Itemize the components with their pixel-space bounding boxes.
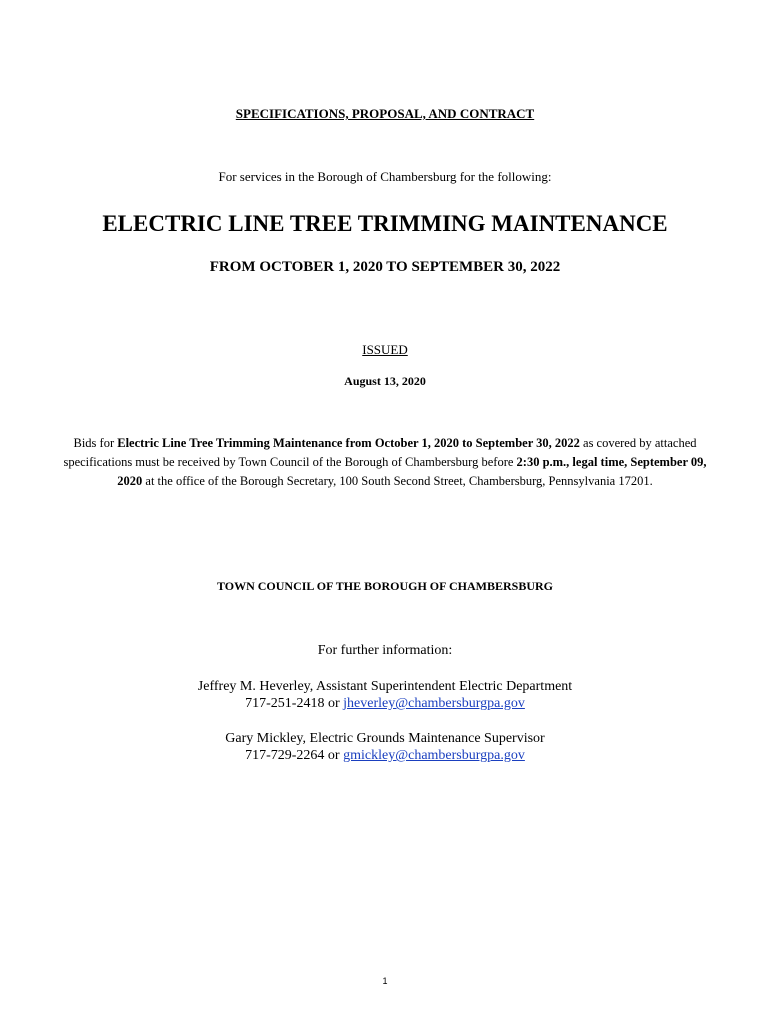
document-heading: SPECIFICATIONS, PROPOSAL, AND CONTRACT bbox=[235, 106, 535, 121]
contact-email-link[interactable]: gmickley@chambersburgpa.gov bbox=[343, 748, 525, 763]
contact-phone-line bbox=[0, 748, 770, 764]
issued-date: August 13, 2020 bbox=[344, 374, 426, 388]
bid-notice-text: at the office of the Borough Secretary, 100 South Second Street, Chambersburg, Pennsylvania 17201. bbox=[142, 474, 653, 488]
council-name: TOWN COUNCIL OF THE BOROUGH OF CHAMBERSBURG bbox=[216, 579, 554, 593]
bid-deadline: 2:30 p.m., legal time, September 09, 2020 bbox=[117, 455, 707, 488]
contact-name-title: Gary Mickley, Electric Grounds Maintenance Supervisor bbox=[225, 731, 545, 746]
page-number: 1 bbox=[382, 976, 388, 986]
issued-label: ISSUED bbox=[362, 342, 408, 357]
contact-phone: 717-729-2264 or bbox=[245, 748, 344, 763]
intro-text: For services in the Borough of Chambersburg for the following: bbox=[218, 169, 552, 184]
further-info-label: For further information: bbox=[317, 643, 453, 658]
bid-notice-paragraph bbox=[60, 434, 710, 491]
contact-phone-line bbox=[0, 696, 770, 712]
document-title: ELECTRIC LINE TREE TRIMMING MAINTENANCE bbox=[102, 211, 668, 236]
contact-phone: 717-251-2418 or bbox=[245, 696, 344, 711]
bid-notice-bold-subject: Electric Line Tree Trimming Maintenance from October 1, 2020 to September 30, 2022 bbox=[117, 436, 580, 450]
contact-email-link[interactable]: jheverley@chambersburgpa.gov bbox=[343, 696, 525, 711]
contact-name-title: Jeffrey M. Heverley, Assistant Superintendent Electric Department bbox=[197, 679, 573, 694]
bid-notice-text: as covered by attached specifications must be received by Town Council of the Borough of Chambersburg before bbox=[63, 436, 697, 469]
contract-period: FROM OCTOBER 1, 2020 TO SEPTEMBER 30, 2022 bbox=[209, 259, 561, 275]
bid-notice-text: Bids for bbox=[73, 436, 118, 450]
